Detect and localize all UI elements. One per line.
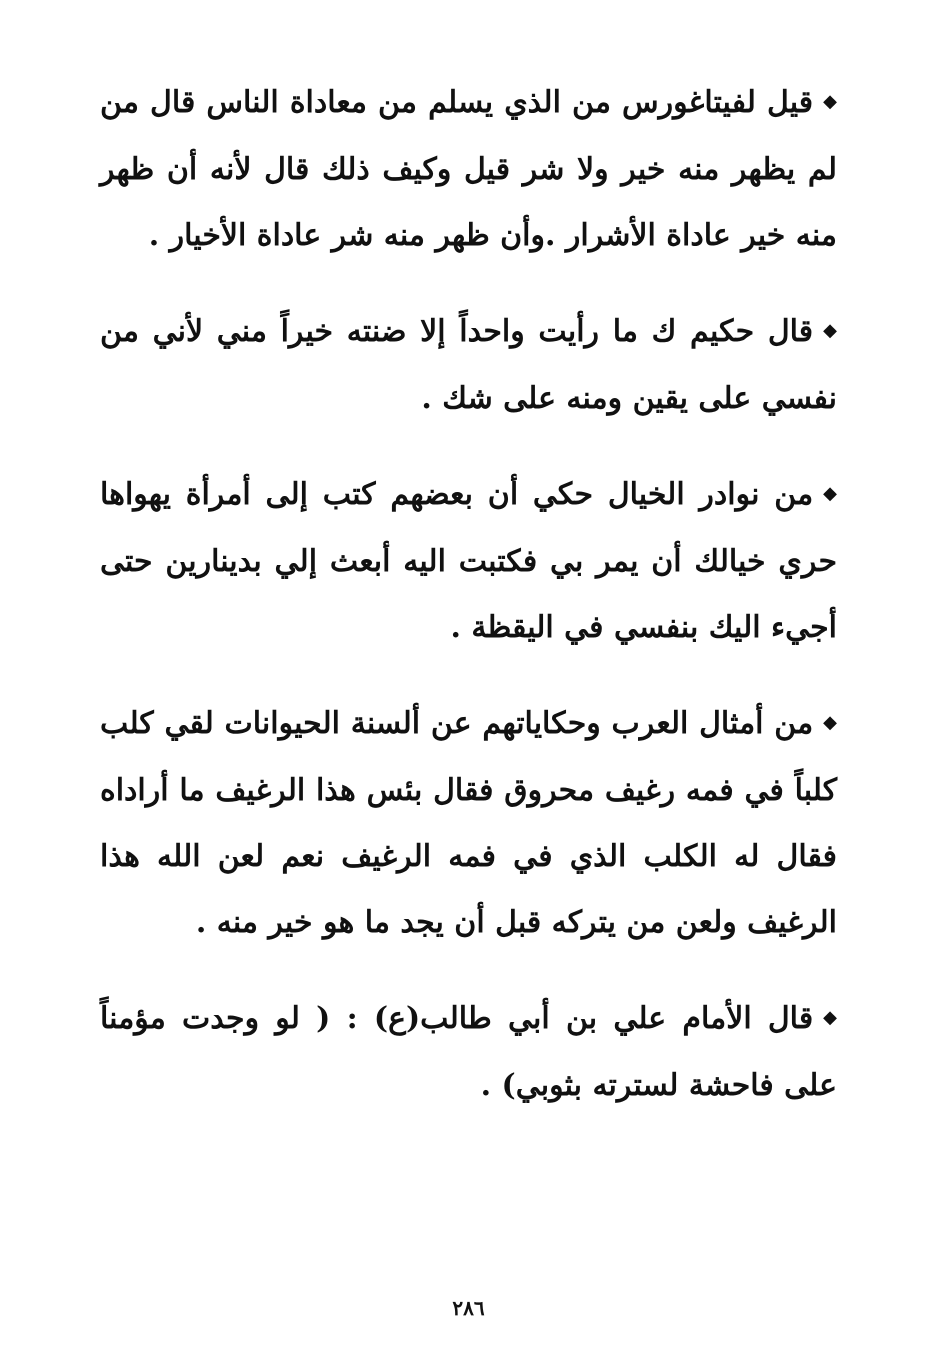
paragraph-5 [100, 986, 837, 1119]
diamond-bullet-icon: ◆ [823, 91, 837, 112]
paragraph-text: من نوادر الخيال حكي أن بعضهم كتب إلى أمرأة يهواها حري خيالك أن يمر بي فكتبت اليه أبعث إلي بدينارين حتى أجيء اليك بنفسي في اليقظة . [100, 477, 837, 645]
paragraph-text: قيل لفيتاغورس من الذي يسلم من معاداة الناس قال من لم يظهر منه خير ولا شر قيل وكيف ذلك قال لأنه أن ظهر منه خير عاداة الأشرار .وأن ظهر منه شر عاداة الأخيار . [100, 85, 837, 253]
diamond-bullet-icon: ◆ [823, 483, 837, 504]
paragraph-text: قال الأمام علي بن أبي طالب(ع) : ( لو وجدت مؤمناً على فاحشة لسترته بثوبي) . [100, 1001, 837, 1103]
paragraph-text: قال حكيم ك ما رأيت واحداً إلا ضنته خيراً مني لأني من نفسي على يقين ومنه على شك . [100, 314, 837, 416]
diamond-bullet-icon: ◆ [823, 712, 837, 733]
paragraph-text: من أمثال العرب وحكاياتهم عن ألسنة الحيوانات لقي كلب كلباً في فمه رغيف محروق فقال بئس هذا الرغيف ما أراداه فقال له الكلب الذي في فمه الرغيف نعم لعن الله هذا الرغيف ولعن من يتركه قبل أن يجد ما هو خير منه . [100, 706, 837, 940]
diamond-bullet-icon: ◆ [823, 320, 837, 341]
diamond-bullet-icon: ◆ [823, 1007, 837, 1028]
paragraph-2 [100, 299, 837, 432]
page-body [100, 70, 837, 1119]
page-number: ٢٨٦ [452, 1296, 485, 1320]
paragraph-3 [100, 462, 837, 661]
paragraph-1 [100, 70, 837, 269]
paragraph-4 [100, 691, 837, 956]
